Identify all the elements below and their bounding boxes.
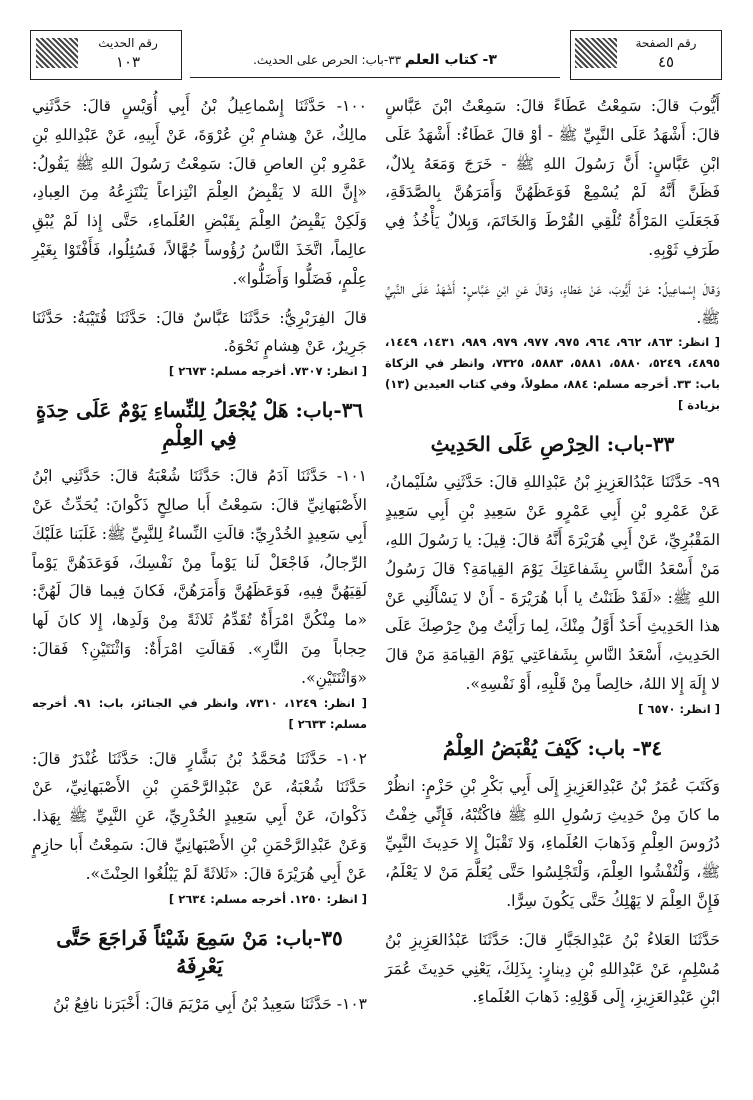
hadith-98-note: [ انظر: ٨٦٣، ٩٦٢، ٩٦٤، ٩٧٥، ٩٧٧، ٩٧٩، ٩٨٩، ١٤٣١، ١٤٤٩، ٤٨٩٥، ٥٢٤٩، ٥٨٨٠، ٥٨٨١، ٥٨٨٣، ٧٣٢٥، وانظر في الزكاة باب: ٣٣. أخرجه مسلم: ٨٨٤، مطولاً، وفي كتاب العيدين (١٣) بزيادة ] (385, 335, 721, 413)
hadith-100: ١٠٠- حَدَّثَنَا إِسْماعِيلُ بْنُ أَبِي أُوَيْسٍ قالَ: حَدَّثَنِي مالِكٌ، عَنْ هِشامِ بْنِ عُرْوَةَ، عَنْ أَبِيهِ، عَنْ عَبْدِاللهِ بْنِ عَمْرِو بْنِ العاصِ قالَ: سَمِعْتُ رَسُولَ اللهِ ﷺ يَقُولُ: «إِنَّ اللهَ لا يَقْبِضُ العِلْمَ انْتِزاعاً يَنْتَزِعُهُ مِنَ العِبادِ، وَلَكِنْ يَقْبِضُ العِلْمَ بِقَبْضِ العُلَماءِ، حَتَّى إِذا لَمْ يُبْقِ عالِماً، اتَّخَذَ النَّاسُ رُؤُوساً جُهَّالاً، فَسُئِلُوا، فَأَفْتَوْا بِغَيْرِ عِلْمٍ، فَضَلُّوا وَأَضَلُّوا». (32, 97, 367, 288)
chapter-33-heading: ٣٣-باب: الحِرْصِ عَلَى الحَدِيثِ (430, 432, 675, 457)
chapter-title: ٣٣-باب: الحرص على الحديث. (253, 53, 402, 67)
book-title: ٣- كتاب العلم (404, 52, 497, 68)
right-column (385, 92, 720, 1012)
hadith-101: ١٠١- حَدَّثَنَا آدَمُ قالَ: حَدَّثَنَا شُعْبَةُ قالَ: حَدَّثَنِي ابْنُ الأَصْبَهانِيِّ قالَ: سَمِعْتُ أَبا صالِحٍ ذَكْوانَ: يُحَدِّثُ عَنْ أَبِي سَعِيدٍ الخُدْرِيِّ: قالَتِ النِّساءُ لِلنَّبِيِّ ﷺ: غَلَبَنا عَلَيْكَ الرِّجالُ، فَاجْعَلْ لَنا يَوْماً مِنْ نَفْسِكَ، فَوَعَدَهُنَّ يَوْماً لَقِيَهُنَّ فِيهِ، فَوَعَظَهُنَّ وَأَمَرَهُنَّ، فَكانَ فِيما قالَ لَهُنَّ: «ما مِنْكُنَّ امْرَأَةٌ تُقَدِّمُ ثَلاثَةً مِنْ وَلَدِها، إِلا كانَ لَها حِجاباً مِنَ النَّارِ». فَقالَتِ امْرَأَةٌ: وَاثْنَتَيْنِ؟ فَقالَ: «وَاثْنَتَيْنِ». (32, 467, 367, 687)
hadith-99: ٩٩- حَدَّثَنَا عَبْدُالعَزِيزِ بْنُ عَبْدِاللهِ قالَ: حَدَّثَنِي سُلَيْمانُ، عَنْ عَمْرِو بْنِ أَبِي عَمْرٍو عَنْ سَعِيدِ بْنِ أَبِي سَعِيدٍ المَقْبُرِيِّ، عَنْ أَبِي هُرَيْرَةَ أَنَّهُ قالَ: قِيلَ: يا رَسُولَ اللهِ، مَنْ أَسْعَدُ النَّاسِ بِشَفاعَتِكَ يَوْمَ القِيامَةِ؟ قالَ رَسُولُ اللهِ ﷺ: «لَقَدْ ظَنَنْتُ يا أَبا هُرَيْرَةَ - أَنْ لا يَسْأَلُنِي عَنْ هذا الحَدِيثِ أَحَدٌ أَوَّلُ مِنْكَ، لِما رَأَيْتُ مِنْ حِرْصِكَ عَلَى الحَدِيثِ، أَسْعَدُ النَّاسِ بِشَفاعَتِي يَوْمَ القِيامَةِ مَنْ قالَ لا إِلَهَ إِلا اللهُ، خالِصاً مِنْ قَلْبِهِ، أَوْ نَفْسِهِ». (385, 473, 720, 693)
ala-narration: حَدَّثَنَا العَلاءُ بْنُ عَبْدِالجَبَّارِ قالَ: حَدَّثَنَا عَبْدُالعَزِيزِ بْنُ مُسْلِمٍ، عَنْ عَبْدِاللهِ بْنِ دِينارٍ: بِذَلِكَ، يَعْنِي حَدِيثَ عُمَرَ ابْنِ عَبْدِالعَزِيزِ، إِلَى قَوْلِهِ: ذَهابَ العُلَماءِ. (385, 930, 720, 1007)
hadith-98-continuation: أَيُّوبَ قالَ: سَمِعْتُ عَطَاءً قالَ: سَمِعْتُ ابْنَ عَبَّاسٍ قالَ: أَشْهَدُ عَلَى النَّبِيِّ ﷺ - أوْ قالَ عَطَاءٌ: أَشْهَدُ عَلَى ابْنِ عَبَّاسٍ: أَنَّ رَسُولَ اللهِ ﷺ - خَرَجَ وَمَعَهُ بِلالٌ، فَظَنَّ أَنَّهُ لَمْ يُسْمِعْ فَوَعَظَهُنَّ وَأَمَرَهُنَّ بِالصَّدَقَةِ، فَجَعَلَتِ المَرْأَةُ تُلْقِي القُرْطَ وَالخَاتَمَ، وَبِلالٌ يَأْخُذُ فِي طَرَفِ ثَوْبِهِ. (385, 97, 720, 259)
umar-letter: وَكَتَبَ عُمَرُ بْنُ عَبْدِالعَزِيزِ إِلَى أَبِي بَكْرِ بْنِ حَزْمٍ: انظُرْ ما كانَ مِنْ حَدِيثِ رَسُولِ اللهِ ﷺ فاكْتُبْهُ، فَإِنِّي خِفْتُ دُرُوسَ العِلْمِ وَذَهابَ العُلَماءِ، وَلا تَقْبَلْ إِلا حَدِيثَ النَّبِيِّ ﷺ، وَلْتُفْشُوا العِلْمَ، وَلْتَجْلِسُوا حَتَّى يُعَلَّمَ مَنْ لا يَعْلَمُ، فَإِنَّ العِلْمَ لا يَهْلِكُ حَتَّى يَكُونَ سِرًّا. (385, 776, 720, 910)
left-column (32, 92, 367, 1018)
hadith-102-note: [ انظر: ١٢٥٠. أخرجه مسلم: ٢٦٣٤ ] (168, 891, 367, 906)
hadith-101-note: [ انظر: ١٢٤٩، ٧٣١٠، وانظر في الجنائز، باب: ٩١. أخرجه مسلم: ٢٦٣٣ ] (32, 695, 367, 731)
chapter-34-heading: ٣٤- باب: كَيْفَ يُقْبَضُ العِلْمُ (442, 735, 663, 760)
chapter-35-heading: ٣٥-باب: مَنْ سَمِعَ شَيْئاً فَراجَعَ حَتَّى يَعْرِفَهُ (56, 925, 343, 978)
page-number-label: رقم الصفحة (635, 36, 697, 50)
hadith-103: ١٠٣- حَدَّثَنَا سَعِيدُ بْنُ أَبِي مَرْيَمَ قالَ: أَخْبَرَنا نافِعُ بْنُ (53, 994, 367, 1013)
title-underline (190, 77, 560, 78)
hadith-99-note: [ انظر: ٦٥٧٠ ] (638, 701, 720, 716)
running-title (220, 52, 530, 68)
hadith-100-firabri: قالَ الفِرَبْرِيُّ: حَدَّثَنَا عَبَّاسٌ قالَ: حَدَّثَنَا قُتَيْبَةُ: حَدَّثَنَا جَرِيرٌ، عَنْ هِشامٍ نَحْوَهُ. (32, 308, 367, 356)
page-number: ٤٥ (657, 53, 675, 71)
hadith-100-note: [ انظر: ٧٣٠٧. أخرجه مسلم: ٢٦٧٣ ] (168, 364, 367, 379)
hatch-pattern-right-1 (575, 38, 617, 68)
hadith-number-label: رقم الحديث (98, 36, 158, 50)
hatch-pattern-left (36, 38, 78, 68)
page-header (30, 30, 720, 80)
hadith-number: ١٠٣ (115, 53, 141, 71)
hadith-98-isma-il: وَقالَ إِسْماعِيلُ: عَنْ أَيُّوبَ، عَنْ عَطاءٍ، وَقالَ عَنِ ابْنِ عَبَّاسٍ: أَشْهَدُ عَلَى النَّبِيِّ ﷺ. (385, 279, 720, 327)
hadith-102: ١٠٢- حَدَّثَنَا مُحَمَّدُ بْنُ بَشَّارٍ قالَ: حَدَّثَنَا غُنْدَرٌ قالَ: حَدَّثَنَا شُعْبَةُ، عَنْ عَبْدِالرَّحْمَنِ بْنِ الأَصْبَهانِيِّ، عَنْ ذَكْوانَ، عَنْ أَبِي سَعِيدٍ الخُدْرِيِّ، عَنِ النَّبِيِّ ﷺ بِهَذا. وَعَنْ عَبْدِالرَّحْمَنِ بْنِ الأَصْبَهانِيِّ قالَ: سَمِعْتُ أَبا حازِمٍ عَنْ أَبِي هُرَيْرَةَ قالَ: «ثَلاثَةً لَمْ يَبْلُغُوا الحِنْثَ». (32, 749, 367, 883)
chapter-36-heading: ٣٦-باب: هَلْ يُجْعَلُ لِلنِّساءِ يَوْمٌ عَلَى حِدَةٍ فِي العِلْمِ (35, 398, 364, 451)
